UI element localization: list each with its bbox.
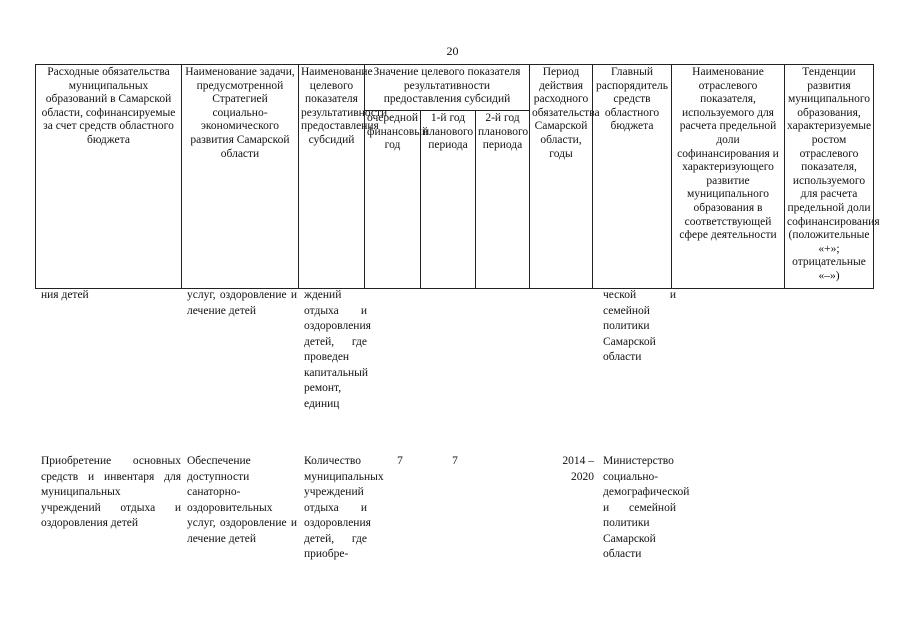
header-col-period: Период действия расходного обязательства Самарской области, годы bbox=[530, 65, 593, 289]
table-header bbox=[35, 64, 880, 289]
header-col-plan-year-1: 1-й год планового периода bbox=[421, 111, 476, 289]
header-col-administrator: Главный распорядитель средств областного бюджета bbox=[593, 65, 672, 289]
header-col-obligations: Расходные обязательства муниципальных образований в Самарской области, софинансируемые за счет средств областного бюджета bbox=[36, 65, 182, 289]
page-number: 20 bbox=[446, 44, 459, 58]
row2-obligation: Приобретение основных средств и инвентаря для муниципальных учреждений отдыха и оздоровления детей bbox=[41, 455, 181, 529]
row1-task: услуг, оздоровление и лечение детей bbox=[187, 289, 297, 317]
header-col-trends: Тенденции развития муниципального образования, характеризуемые ростом отраслевого показателя, используемого для расчета предельной доли софинансирования (положительные «+»; отрицательные «–») bbox=[785, 65, 874, 289]
header-col-task: Наименование задачи, предусмотренной Стратегией социально-экономического развития Самарской области bbox=[182, 65, 299, 289]
header-col-plan-year-2: 2-й год планового периода bbox=[476, 111, 530, 289]
row2-value-current-year: 7 bbox=[397, 455, 403, 467]
header-col-current-year: очередной финансовый год bbox=[365, 111, 421, 289]
header-col-indicator-values: Значение целевого показателя результативности предоставления субсидий bbox=[365, 65, 530, 111]
header-col-sector-indicator: Наименование отраслевого показателя, используемого для расчета предельной доли софинансирования и характеризующего развитие муниципального образования в соответствующей сфере деятельности bbox=[672, 65, 785, 289]
row2-value-plan-year-1: 7 bbox=[452, 455, 458, 467]
row1-administrator: ческой и семейной политики Самарской области bbox=[603, 289, 676, 363]
header-col-indicator-name: Наименование целевого показателя результативности предоставления субсидий bbox=[299, 65, 365, 289]
row2-period: 2014 – 2020 bbox=[562, 455, 594, 483]
row2-task: Обеспечение доступности санаторно-оздоровительных услуг, оздоровление и лечение детей bbox=[187, 455, 297, 545]
row1-obligation: ния детей bbox=[41, 289, 89, 301]
row2-indicator: Количество муниципальных учреждений отдыха и оздоровления детей, где приобре- bbox=[304, 455, 384, 560]
row1-indicator: ждений отдыха и оздоровления детей, где проведен капитальный ремонт, единиц bbox=[304, 289, 371, 410]
row2-administrator: Министерство социально-демографической и семейной политики Самарской области bbox=[603, 455, 690, 560]
